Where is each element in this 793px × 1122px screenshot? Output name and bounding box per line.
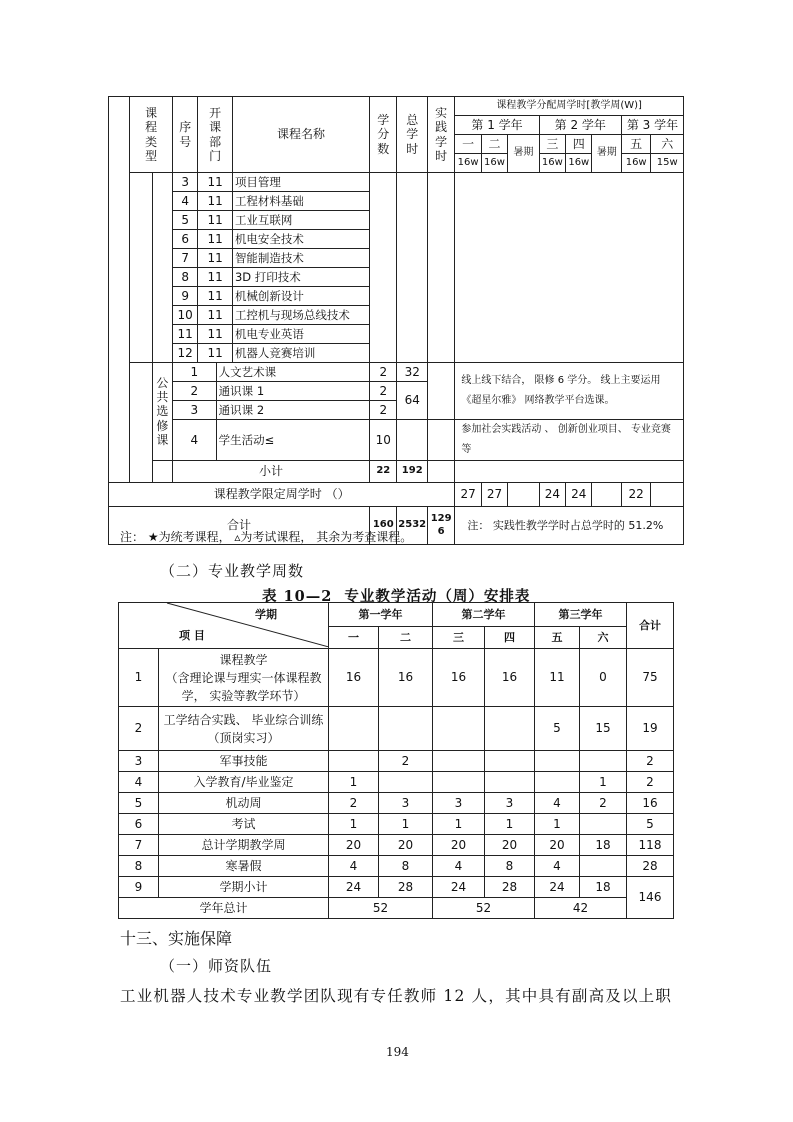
- header-year-3: 第 3 学年: [621, 116, 683, 135]
- row-s1: 24: [329, 877, 379, 898]
- outer-blank: [109, 173, 130, 483]
- row-s3: 20: [433, 835, 485, 856]
- course-dept: 11: [198, 192, 233, 211]
- header-weeks-4: 16w: [566, 154, 592, 173]
- header-course-name: 课程名称: [232, 97, 369, 173]
- public-practice-blank: [427, 420, 454, 461]
- row-s1: 2: [329, 793, 379, 814]
- row-s1: [329, 751, 379, 772]
- row-item: 学期小计: [159, 877, 329, 898]
- course-schedule-table: [108, 96, 684, 545]
- header-sem-1: 一: [455, 135, 481, 154]
- row-s5: 4: [535, 793, 580, 814]
- grand-total-credit: 160: [370, 507, 397, 545]
- public-note-activities: 参加社会实践活动 、 创新创业项目、 专业竞赛等: [455, 420, 684, 461]
- header-sem-4: 四: [566, 135, 592, 154]
- weekly-limit-summer-blank: [592, 483, 621, 507]
- row-s4: 3: [485, 793, 535, 814]
- year-total-2: 52: [433, 898, 535, 919]
- row-number: 8: [119, 856, 159, 877]
- header-practice-hours: 实 践 学 时: [427, 97, 454, 173]
- course-credit-blank: [370, 173, 397, 363]
- public-seq: 2: [173, 382, 217, 401]
- header-weeks-6: 15w: [651, 154, 684, 173]
- row-s3: [433, 707, 485, 751]
- row-total: 28: [627, 856, 674, 877]
- row-number: 4: [119, 772, 159, 793]
- public-credit: 2: [370, 382, 397, 401]
- row-s5: [535, 751, 580, 772]
- header-term-label: 学期: [255, 608, 277, 621]
- header-blank: [109, 97, 130, 173]
- row-s4: [485, 751, 535, 772]
- course-name: 工程材料基础: [232, 192, 369, 211]
- row-s1: 16: [329, 649, 379, 707]
- row-s4: [485, 772, 535, 793]
- public-merged-total: 64: [397, 382, 427, 420]
- subtotal-label: 小计: [173, 461, 370, 483]
- course-name: 机电专业英语: [232, 325, 369, 344]
- row-item: 军事技能: [159, 751, 329, 772]
- row-number: 9: [119, 877, 159, 898]
- course-name: 工业互联网: [232, 211, 369, 230]
- header-dept: 开 课 部 门: [198, 97, 233, 173]
- public-category-blank: [130, 363, 152, 483]
- course-dept: 11: [198, 211, 233, 230]
- row-s5: 11: [535, 649, 580, 707]
- course-name: 机电安全技术: [232, 230, 369, 249]
- row-s6: 2: [580, 793, 627, 814]
- row-s6: [580, 751, 627, 772]
- public-course-name: 通识课 2: [216, 401, 369, 420]
- public-course-name: 人文艺术课: [216, 363, 369, 382]
- header-summer-2: 暑期: [592, 135, 621, 173]
- row-s3: 16: [433, 649, 485, 707]
- row-total: 75: [627, 649, 674, 707]
- weekly-limit-summer-blank: [508, 483, 539, 507]
- course-dept: 11: [198, 173, 233, 192]
- subtotal-blank: [152, 461, 172, 483]
- row-s2: [379, 707, 433, 751]
- weekly-limit-s3: 24: [539, 483, 565, 507]
- header-diagonal-cell: [119, 603, 329, 649]
- header-year-2: 第 2 学年: [539, 116, 621, 135]
- public-credit: 10: [370, 420, 397, 461]
- weekly-limit-s2: 27: [481, 483, 507, 507]
- header-sem-3: 三: [539, 135, 565, 154]
- row-s2: 20: [379, 835, 433, 856]
- row-s2: 1: [379, 814, 433, 835]
- row-total: 19: [627, 707, 674, 751]
- header-total-hours: 总 学 时: [397, 97, 427, 173]
- row-s5: 5: [535, 707, 580, 751]
- header-sem-5: 五: [535, 627, 580, 649]
- course-seq: 4: [173, 192, 198, 211]
- row-total: 2: [627, 772, 674, 793]
- header-year-1: 第 1 学年: [455, 116, 539, 135]
- row-number: 7: [119, 835, 159, 856]
- row-s2: 16: [379, 649, 433, 707]
- row-total: 118: [627, 835, 674, 856]
- row-s4: [485, 707, 535, 751]
- header-sem-4: 四: [485, 627, 535, 649]
- course-dept: 11: [198, 230, 233, 249]
- header-sem-2: 二: [481, 135, 507, 154]
- public-credit: 2: [370, 363, 397, 382]
- weekly-limit-label: 课程教学限定周学时 （）: [109, 483, 455, 507]
- header-sem-5: 五: [621, 135, 650, 154]
- public-note-online: 线上线下结合， 限修 6 学分。 线上主要运用 《超星尔雅》 网络教学平台选课。: [455, 363, 684, 420]
- public-elective-label: 公 共 选 修 课: [152, 363, 172, 461]
- row-s2: 2: [379, 751, 433, 772]
- body-paragraph: 工业机器人技术专业教学团队现有专任教师 12 人，其中具有副高及以上职: [120, 987, 673, 1005]
- weekly-limit-s4: 24: [566, 483, 592, 507]
- public-credit: 2: [370, 401, 397, 420]
- header-weeks-5: 16w: [621, 154, 650, 173]
- year-total-label: 学年总计: [119, 898, 329, 919]
- header-year-3: 第三学年: [535, 603, 627, 627]
- year-grand-total: 146: [627, 877, 674, 919]
- course-dept: 11: [198, 325, 233, 344]
- row-s4: 8: [485, 856, 535, 877]
- row-s6: [580, 814, 627, 835]
- course-seq: 6: [173, 230, 198, 249]
- course-name: 机械创新设计: [232, 287, 369, 306]
- row-s5: 4: [535, 856, 580, 877]
- row-s4: 16: [485, 649, 535, 707]
- row-s6: [580, 856, 627, 877]
- row-total: 2: [627, 751, 674, 772]
- row-s1: 20: [329, 835, 379, 856]
- header-seq: 序 号: [173, 97, 198, 173]
- header-credit: 学 分 数: [370, 97, 397, 173]
- course-dept: 11: [198, 268, 233, 287]
- row-s6: 15: [580, 707, 627, 751]
- row-s4: 28: [485, 877, 535, 898]
- course-dept: 11: [198, 306, 233, 325]
- row-s5: 20: [535, 835, 580, 856]
- row-item: 入学教育/毕业鉴定: [159, 772, 329, 793]
- row-s1: 4: [329, 856, 379, 877]
- section-teaching-weeks: （二）专业教学周数: [160, 562, 305, 580]
- row-number: 1: [119, 649, 159, 707]
- header-weeks-2: 16w: [481, 154, 507, 173]
- row-s1: 1: [329, 772, 379, 793]
- subtotal-total: 192: [397, 461, 427, 483]
- weekly-limit-s1: 27: [455, 483, 481, 507]
- table-footnote: 注： ★为统考课程， ▵为考试课程， 其余为考查课程。: [120, 530, 413, 544]
- year-total-1: 52: [329, 898, 433, 919]
- public-seq: 4: [173, 420, 217, 461]
- public-practice-blank: [427, 363, 454, 420]
- row-s6: 18: [580, 877, 627, 898]
- subtotal-weeks-blank: [455, 461, 684, 483]
- header-sem-1: 一: [329, 627, 379, 649]
- course-name: 机器人竞赛培训: [232, 344, 369, 363]
- subcategory-blank: [152, 173, 172, 363]
- course-seq: 8: [173, 268, 198, 287]
- row-item: 总计学期教学周: [159, 835, 329, 856]
- row-s2: 8: [379, 856, 433, 877]
- public-course-name: 学生活动≤: [216, 420, 369, 461]
- row-s3: 3: [433, 793, 485, 814]
- course-seq: 11: [173, 325, 198, 344]
- header-course-type: 课 程 类 型: [130, 97, 173, 173]
- row-s6: 0: [580, 649, 627, 707]
- grand-total-note: 注： 实践性教学学时占总学时的 51.2%: [455, 507, 684, 545]
- row-s5: [535, 772, 580, 793]
- weekly-limit-s6-blank: [651, 483, 684, 507]
- grand-total-label: 合计: [109, 507, 370, 545]
- row-s3: 4: [433, 856, 485, 877]
- course-dept: 11: [198, 344, 233, 363]
- course-seq: 3: [173, 173, 198, 192]
- row-s6: 18: [580, 835, 627, 856]
- row-s1: [329, 707, 379, 751]
- course-weeks-blank: [455, 173, 684, 363]
- header-weeks-3: 16w: [539, 154, 565, 173]
- row-s4: 1: [485, 814, 535, 835]
- course-seq: 12: [173, 344, 198, 363]
- header-total: 合计: [627, 603, 674, 649]
- row-item: 工学结合实践、 毕业综合训练 （顶岗实习）: [159, 707, 329, 751]
- row-s5: 1: [535, 814, 580, 835]
- course-seq: 10: [173, 306, 198, 325]
- section-teachers: （一）师资队伍: [160, 957, 273, 975]
- row-item: 寒暑假: [159, 856, 329, 877]
- row-number: 6: [119, 814, 159, 835]
- row-total: 5: [627, 814, 674, 835]
- header-sem-3: 三: [433, 627, 485, 649]
- row-number: 3: [119, 751, 159, 772]
- row-s2: 3: [379, 793, 433, 814]
- row-s3: [433, 772, 485, 793]
- public-seq: 1: [173, 363, 217, 382]
- course-name: 项目管理: [232, 173, 369, 192]
- row-item: 机动周: [159, 793, 329, 814]
- header-summer-1: 暑期: [508, 135, 539, 173]
- teaching-weeks-table: [118, 602, 674, 919]
- table2-title: 表 10—2 专业教学活动（周）安排表: [262, 588, 531, 605]
- row-number: 5: [119, 793, 159, 814]
- course-dept: 11: [198, 249, 233, 268]
- header-sem-6: 六: [651, 135, 684, 154]
- row-item: 考试: [159, 814, 329, 835]
- course-name: 3D 打印技术: [232, 268, 369, 287]
- row-s5: 24: [535, 877, 580, 898]
- header-year-2: 第二学年: [433, 603, 535, 627]
- row-s1: 1: [329, 814, 379, 835]
- page-number: 194: [386, 1045, 409, 1059]
- public-total: 32: [397, 363, 427, 382]
- course-practice-blank: [427, 173, 454, 363]
- row-s6: 1: [580, 772, 627, 793]
- header-sem-2: 二: [379, 627, 433, 649]
- year-total-3: 42: [535, 898, 627, 919]
- header-diagonal-line: [119, 603, 329, 647]
- row-s4: 20: [485, 835, 535, 856]
- row-s3: 24: [433, 877, 485, 898]
- header-weeks-1: 16w: [455, 154, 481, 173]
- weekly-limit-s5: 22: [621, 483, 650, 507]
- course-seq: 7: [173, 249, 198, 268]
- grand-total-practice: 129 6: [427, 507, 454, 545]
- course-name: 智能制造技术: [232, 249, 369, 268]
- category-blank: [130, 173, 152, 363]
- public-total-blank: [397, 420, 427, 461]
- row-item: 课程教学 （含理论课与理实一体课程教学， 实验等教学环节）: [159, 649, 329, 707]
- row-s2: 28: [379, 877, 433, 898]
- public-course-name: 通识课 1: [216, 382, 369, 401]
- subtotal-practice-blank: [427, 461, 454, 483]
- subtotal-credit: 22: [370, 461, 397, 483]
- row-s2: [379, 772, 433, 793]
- course-dept: 11: [198, 287, 233, 306]
- row-number: 2: [119, 707, 159, 751]
- header-allocation: 课程教学分配周学时[教学周(W)]: [455, 97, 684, 116]
- header-sem-6: 六: [580, 627, 627, 649]
- course-seq: 9: [173, 287, 198, 306]
- course-name: 工控机与现场总线技术: [232, 306, 369, 325]
- course-total-blank: [397, 173, 427, 363]
- row-s3: 1: [433, 814, 485, 835]
- row-s3: [433, 751, 485, 772]
- course-seq: 5: [173, 211, 198, 230]
- section-implementation: 十三、实施保障: [120, 929, 233, 948]
- grand-total-hours: 2532: [397, 507, 427, 545]
- header-year-1: 第一学年: [329, 603, 433, 627]
- row-total: 16: [627, 793, 674, 814]
- public-seq: 3: [173, 401, 217, 420]
- header-item-label: 项 目: [179, 629, 205, 642]
